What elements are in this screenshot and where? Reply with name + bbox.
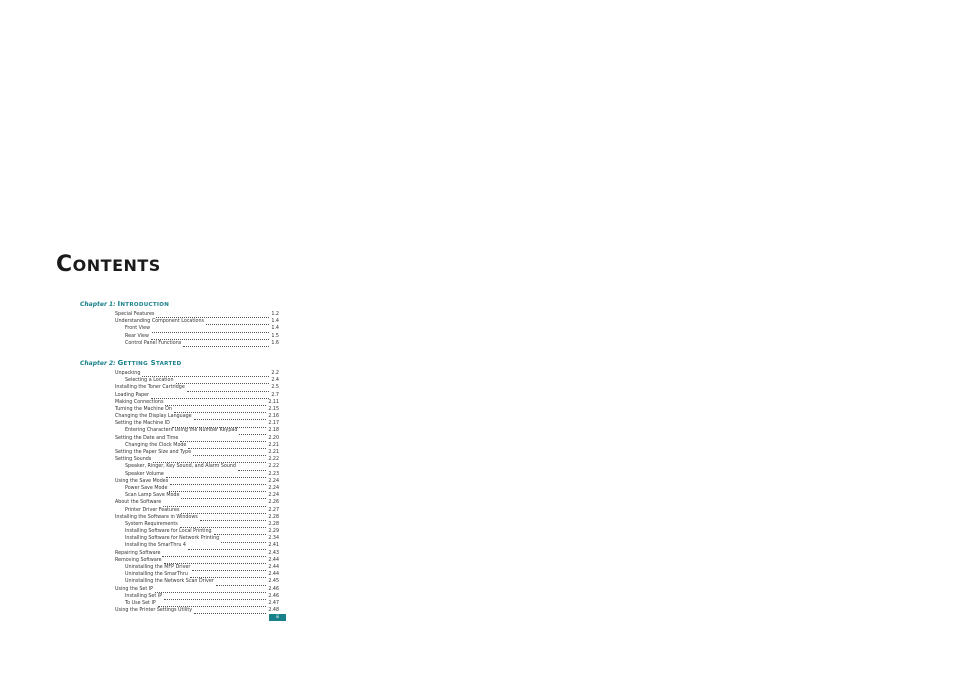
dot-leader — [169, 487, 266, 492]
dot-leader — [188, 444, 266, 449]
toc-entry-title: Setting the Date and Time — [115, 435, 179, 441]
toc-entry[interactable] — [115, 428, 279, 435]
toc-entry[interactable] — [115, 478, 279, 485]
toc-entry-page: 2.48 — [268, 608, 279, 614]
toc-entry[interactable] — [115, 607, 279, 614]
toc-entry-title: Rear View — [125, 333, 149, 339]
toc-entry-title: Using the Set IP — [115, 586, 154, 592]
toc-entry-title: Speaker, Ringer, Key Sound, and Alarm Sound — [125, 464, 236, 470]
toc-entry-page: 2.4 — [271, 378, 279, 384]
toc-entry-title: Understanding Component Locations — [115, 319, 205, 325]
toc-entry-title: Changing the Clock Mode — [125, 442, 187, 448]
dot-leader — [192, 566, 266, 571]
toc-entry[interactable] — [115, 578, 279, 585]
toc-entry[interactable] — [115, 471, 279, 478]
toc-entry-page: 2.43 — [268, 550, 279, 556]
toc-entry-page: 2.17 — [268, 421, 279, 427]
chapter-2-toc — [115, 370, 279, 614]
toc-entry-page: 2.22 — [268, 457, 279, 463]
toc-entry-title: Entering Characters Using the Number Keypad — [125, 428, 238, 434]
toc-entry[interactable] — [115, 557, 279, 564]
dot-leader — [194, 415, 267, 420]
toc-entry-page: 2.24 — [268, 493, 279, 499]
toc-entry-page: 2.5 — [271, 385, 279, 391]
dot-leader — [165, 401, 266, 406]
toc-entry[interactable] — [115, 318, 279, 325]
toc-entry-title: Installing Software for Network Printing — [125, 536, 220, 542]
toc-entry[interactable] — [115, 571, 279, 578]
toc-entry-title: Speaker Volume — [125, 471, 164, 477]
toc-entry[interactable] — [115, 311, 279, 318]
chapter-label: Chapter 2: — [80, 360, 116, 367]
toc-entry-page: 2.23 — [268, 471, 279, 477]
dot-leader — [162, 552, 266, 557]
toc-entry-title: Special Features — [115, 311, 155, 317]
toc-entry[interactable] — [115, 384, 279, 391]
toc-entry-title: Using the Save Modes — [115, 478, 169, 484]
dot-leader — [188, 545, 266, 550]
toc-entry-page: 2.21 — [268, 442, 279, 448]
toc-entry-title: Uninstalling the MFP Driver — [125, 565, 191, 571]
toc-entry-title: System Requirements — [125, 521, 178, 527]
dot-leader — [183, 342, 269, 347]
dot-leader — [193, 451, 266, 456]
toc-entry-page: 2.26 — [268, 500, 279, 506]
dot-leader — [180, 437, 266, 442]
chapter-2-heading — [80, 359, 181, 367]
toc-entry-title: Front View — [125, 326, 151, 332]
toc-entry[interactable] — [115, 499, 279, 506]
toc-entry-page: 2.22 — [268, 464, 279, 470]
toc-entry-page: 2.41 — [268, 543, 279, 549]
toc-entry[interactable] — [115, 485, 279, 492]
toc-entry-title: Installing Software for Local Printing — [125, 529, 212, 535]
toc-entry[interactable] — [115, 564, 279, 571]
toc-entry-page: 2.2 — [271, 370, 279, 376]
toc-entry-page: 2.21 — [268, 450, 279, 456]
toc-entry[interactable] — [115, 399, 279, 406]
toc-entry[interactable] — [115, 370, 279, 377]
toc-entry-page: 2.11 — [268, 399, 279, 405]
toc-entry-page: 2.47 — [268, 600, 279, 606]
toc-entry-page: 2.44 — [268, 557, 279, 563]
toc-entry-page: 1.5 — [271, 333, 279, 339]
toc-entry-title: Setting the Machine ID — [115, 421, 170, 427]
toc-entry-title: Uninstalling the SmarThru — [125, 572, 188, 578]
dot-leader — [216, 581, 267, 586]
toc-entry-title: Scan Lamp Save Mode — [125, 493, 180, 499]
toc-entry-title: Installing the Toner Cartridge — [115, 385, 185, 391]
dot-leader — [214, 530, 267, 535]
toc-entry-page: 2.44 — [268, 565, 279, 571]
dot-leader — [155, 588, 266, 593]
toc-entry-page: 2.46 — [268, 586, 279, 592]
toc-entry-title: Installing the Software in Windows — [115, 514, 198, 520]
toc-entry[interactable] — [115, 463, 279, 470]
toc-entry-title: Installing the SmarThru 4 — [125, 543, 186, 549]
toc-entry-title: Selecting a Location — [125, 378, 174, 384]
toc-entry-page: 1.4 — [271, 319, 279, 325]
toc-entry-title: About the Software — [115, 500, 162, 506]
toc-entry[interactable] — [115, 514, 279, 521]
dot-leader — [187, 387, 270, 392]
toc-entry-title: Uninstalling the Network Scan Driver — [125, 579, 214, 585]
dot-leader — [164, 595, 266, 600]
toc-entry-title: Loading Paper — [115, 392, 150, 398]
toc-entry-title: Changing the Display Language — [115, 414, 192, 420]
toc-entry-page: 2.27 — [268, 507, 279, 513]
toc-entry[interactable] — [115, 340, 279, 347]
toc-entry-title: Using the Printer Settings Utility — [115, 608, 193, 614]
title-rest: ONTENTS — [72, 256, 161, 275]
toc-entry-page: 2.28 — [268, 521, 279, 527]
toc-entry[interactable] — [115, 377, 279, 384]
toc-entry[interactable] — [115, 442, 279, 449]
toc-entry[interactable] — [115, 521, 279, 528]
toc-entry-page: 2.24 — [268, 485, 279, 491]
toc-entry[interactable] — [115, 507, 279, 514]
toc-entry[interactable] — [115, 333, 279, 340]
toc-entry-title: Power Save Mode — [125, 485, 168, 491]
toc-entry[interactable] — [115, 406, 279, 413]
toc-entry-page: 2.28 — [268, 514, 279, 520]
chapter-1-toc — [115, 311, 279, 347]
toc-entry[interactable] — [115, 600, 279, 607]
chapter-1-heading — [80, 300, 169, 308]
toc-entry-title: Printer Driver Features — [125, 507, 180, 513]
toc-entry[interactable] — [115, 325, 279, 332]
toc-entry-page: 1.6 — [271, 340, 279, 346]
toc-entry-page: 2.46 — [268, 593, 279, 599]
toc-entry-title: To Use Set IP — [125, 600, 156, 606]
dot-leader — [152, 328, 269, 333]
toc-entry-page: 2.7 — [271, 392, 279, 398]
toc-entry-title: Control Panel Functions — [125, 340, 182, 346]
chapter-name: GETTING STARTED — [117, 359, 182, 367]
title-initial: C — [56, 252, 73, 277]
toc-entry-page: 1.2 — [271, 311, 279, 317]
page-title — [56, 252, 161, 277]
dot-leader — [200, 516, 267, 521]
toc-entry[interactable] — [115, 449, 279, 456]
dot-leader — [166, 473, 266, 478]
toc-entry[interactable] — [115, 593, 279, 600]
toc-entry[interactable] — [115, 392, 279, 399]
toc-entry-page: 2.18 — [268, 428, 279, 434]
toc-entry[interactable] — [115, 535, 279, 542]
toc-entry[interactable] — [115, 420, 279, 427]
dot-leader — [238, 466, 266, 471]
toc-entry[interactable] — [115, 586, 279, 593]
dot-leader — [170, 480, 266, 485]
toc-entry-title: Removing Software — [115, 557, 162, 563]
toc-entry-title: Unpacking — [115, 370, 141, 376]
toc-entry-title: Installing Set IP — [125, 593, 163, 599]
chapter-label: Chapter 1: — [80, 301, 116, 308]
dot-leader — [181, 494, 266, 499]
dot-leader — [176, 379, 270, 384]
toc-entry[interactable] — [115, 528, 279, 535]
toc-entry[interactable] — [115, 435, 279, 442]
dot-leader — [206, 320, 269, 325]
toc-entry-page: 2.20 — [268, 435, 279, 441]
toc-entry-page: 1.4 — [271, 326, 279, 332]
toc-entry-title: Making Connections — [115, 399, 164, 405]
toc-entry-page: 2.16 — [268, 414, 279, 420]
toc-entry[interactable] — [115, 543, 279, 550]
toc-entry-page: 2.34 — [268, 536, 279, 542]
toc-entry-title: Repairing Software — [115, 550, 161, 556]
dot-leader — [194, 609, 266, 614]
toc-entry[interactable] — [115, 550, 279, 557]
toc-entry-title: Setting the Paper Size and Type — [115, 450, 192, 456]
toc-entry-title: Setting Sounds — [115, 457, 152, 463]
dot-leader — [239, 430, 266, 435]
toc-entry[interactable] — [115, 492, 279, 499]
toc-entry-page: 2.44 — [268, 572, 279, 578]
dot-leader — [221, 538, 266, 543]
toc-entry-page: 2.15 — [268, 406, 279, 412]
toc-entry[interactable] — [115, 456, 279, 463]
toc-entry[interactable] — [115, 413, 279, 420]
toc-entry-title: Turning the Machine On — [115, 406, 172, 412]
chapter-name: INTRODUCTION — [117, 300, 170, 308]
page-number-badge: iii — [269, 614, 286, 621]
toc-entry-page: 2.29 — [268, 529, 279, 535]
toc-entry-page: 2.24 — [268, 478, 279, 484]
toc-entry-page: 2.45 — [268, 579, 279, 585]
dot-leader — [151, 394, 269, 399]
